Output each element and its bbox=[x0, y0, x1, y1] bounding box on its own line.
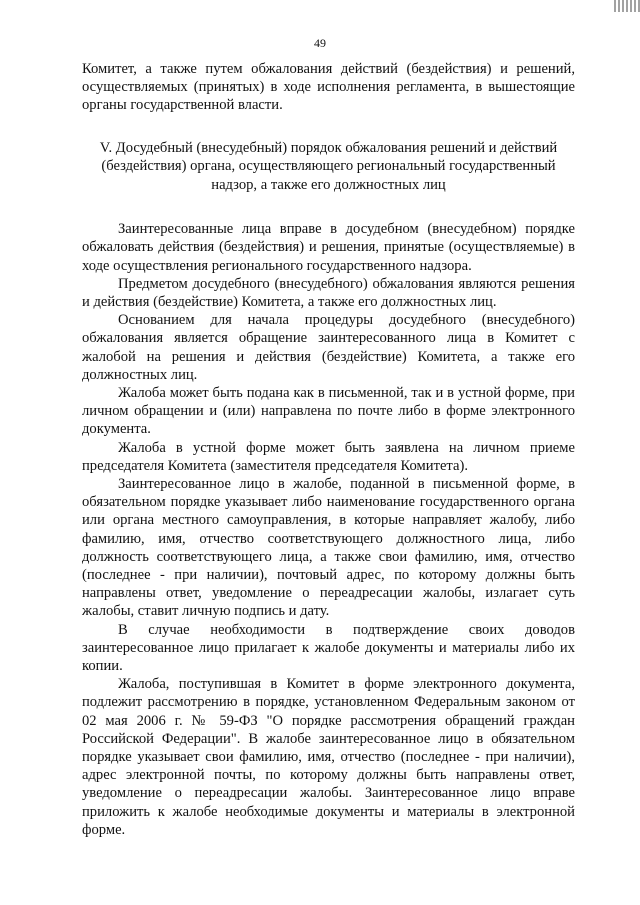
paragraph-right-to-appeal: Заинтересованные лица вправе в досудебном (внесудебном) порядке обжаловать действия (бездействия) и решения, принятые (осуществляемые) в ходе осуществления регионального государственного надзора. bbox=[82, 221, 575, 274]
document-page bbox=[82, 60, 575, 839]
section-heading: V. Досудебный (внесудебный) порядок обжалования решений и действий (бездействия) органа, осуществляющего региональный государственный надзор, а также его должностных лиц bbox=[99, 139, 558, 193]
section-body bbox=[82, 220, 575, 839]
paragraph-grounds-for-procedure: Основанием для начала процедуры досудебного (внесудебного) обжалования является обращение заинтересованного лица в Комитет с жалобой на решения и действия (бездействие) Комитета, а также его должностных лиц. bbox=[82, 312, 575, 383]
paragraph-complaint-forms: Жалоба может быть подана как в письменной, так и в устной форме, при личном обращении и (или) направлена по почте либо в форме электронного документа. bbox=[82, 384, 575, 438]
paragraph-subject-of-appeal: Предметом досудебного (внесудебного) обжалования являются решения и действия (бездействие) Комитета, а также его должностных лиц. bbox=[82, 275, 575, 310]
paragraph-oral-complaint: Жалоба в устной форме может быть заявлена на личном приеме председателя Комитета (заместителя председателя Комитета). bbox=[82, 439, 575, 474]
scan-corner-mark bbox=[614, 0, 640, 12]
intro-paragraph: Комитет, а также путем обжалования действий (бездействия) и решений, осуществляемых (принятых) в ходе исполнения регламента, в вышестоящие органы государственной власти. bbox=[82, 61, 575, 114]
page-number: 49 bbox=[314, 36, 326, 50]
paragraph-supporting-documents: В случае необходимости в подтверждение своих доводов заинтересованное лицо прилагает к жалобе документы и материалы либо их копии. bbox=[82, 621, 575, 674]
paragraph-electronic-complaint: Жалоба, поступившая в Комитет в форме электронного документа, подлежит рассмотрению в порядке, установленном Федеральным законом от 02 мая 2006 г. № 59-ФЗ "О порядке рассмотрения обращений граждан Российской Федерации". В жалобе заинтересованное лицо в обязательном порядке указывает свои фамилию, имя, отчество (последнее - при наличии), адрес электронной почты, по которому должны быть направлены ответ, уведомление о переадресации жалобы. Заинтересованное лицо вправе приложить к жалобе необходимые документы и материалы в электронной форме. bbox=[82, 676, 575, 838]
paragraph-written-complaint-contents: Заинтересованное лицо в жалобе, поданной в письменной форме, в обязательном порядке указывает либо наименование государственного органа или органа местного самоуправления, в которые направляет жалобу, либо фамилию, имя, отчество соответствующего должностного лица, либо должность соответствующего лица, а также свои фамилию, имя, отчество (последнее - при наличии), почтовый адрес, по которому должны быть направлены ответ, уведомление о переадресации жалобы, излагает суть жалобы, ставит личную подпись и дату. bbox=[82, 475, 575, 620]
